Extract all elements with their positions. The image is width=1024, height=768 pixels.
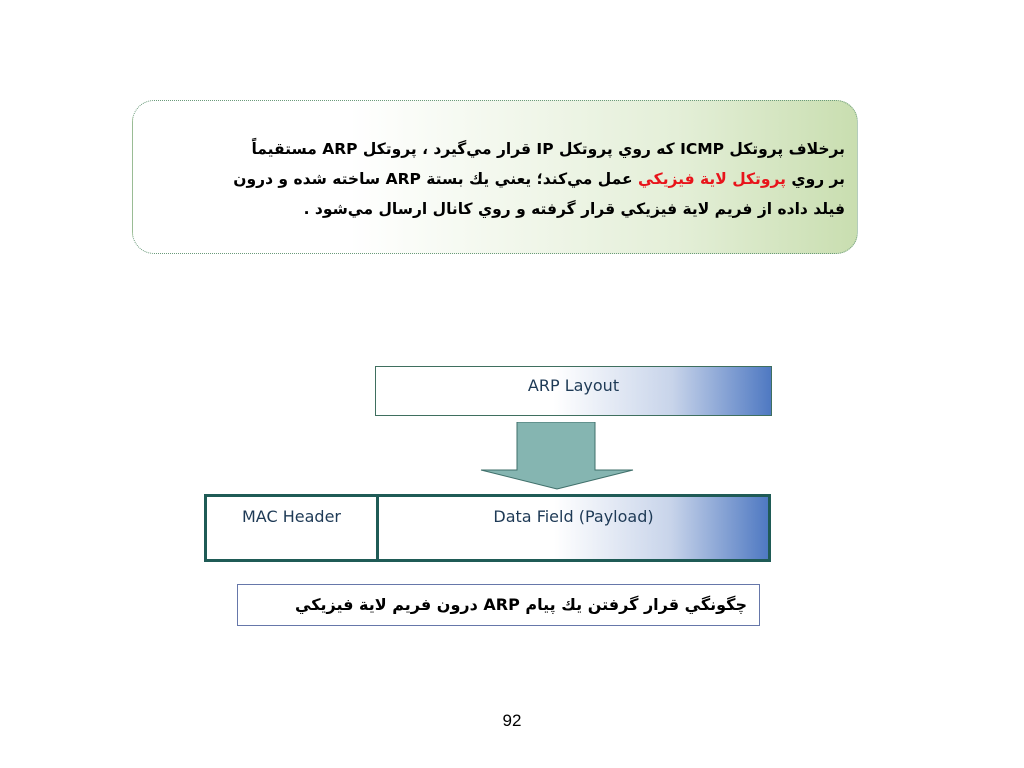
- caption-box: [237, 584, 760, 626]
- down-arrow-icon: [479, 422, 635, 490]
- payload-label: Data Field (Payload): [493, 507, 654, 526]
- description-line-2b: عمل مي‌كند؛ يعني يك بستة ARP ساخته شده و درون: [233, 170, 638, 188]
- description-box: [132, 100, 858, 254]
- arp-layout-label: ARP Layout: [527, 376, 620, 395]
- caption-text: چگونگي قرار گرفتن يك پيام ARP درون فريم لاية فيزيكي: [295, 595, 747, 614]
- description-line-3: فيلد داده از فريم لاية فيزيكي قرار گرفته و روي كانال ارسال مي‌شود .: [303, 200, 845, 218]
- arp-layout-box: [375, 366, 772, 416]
- physical-layer-highlight: پروتكل لاية فيزيكي: [638, 170, 786, 188]
- description-text: [153, 134, 845, 224]
- description-line-2a: بر روي: [785, 170, 845, 188]
- physical-frame: [204, 494, 771, 562]
- mac-header-label: MAC Header: [242, 507, 341, 526]
- description-line-1: برخلاف پروتكل ICMP كه روي پروتكل IP قرار مي‌گيرد ، پروتكل ARP مستقيماً: [251, 140, 845, 158]
- mac-header-cell: [207, 497, 379, 559]
- payload-cell: [379, 497, 768, 559]
- page-number: 92: [502, 711, 522, 730]
